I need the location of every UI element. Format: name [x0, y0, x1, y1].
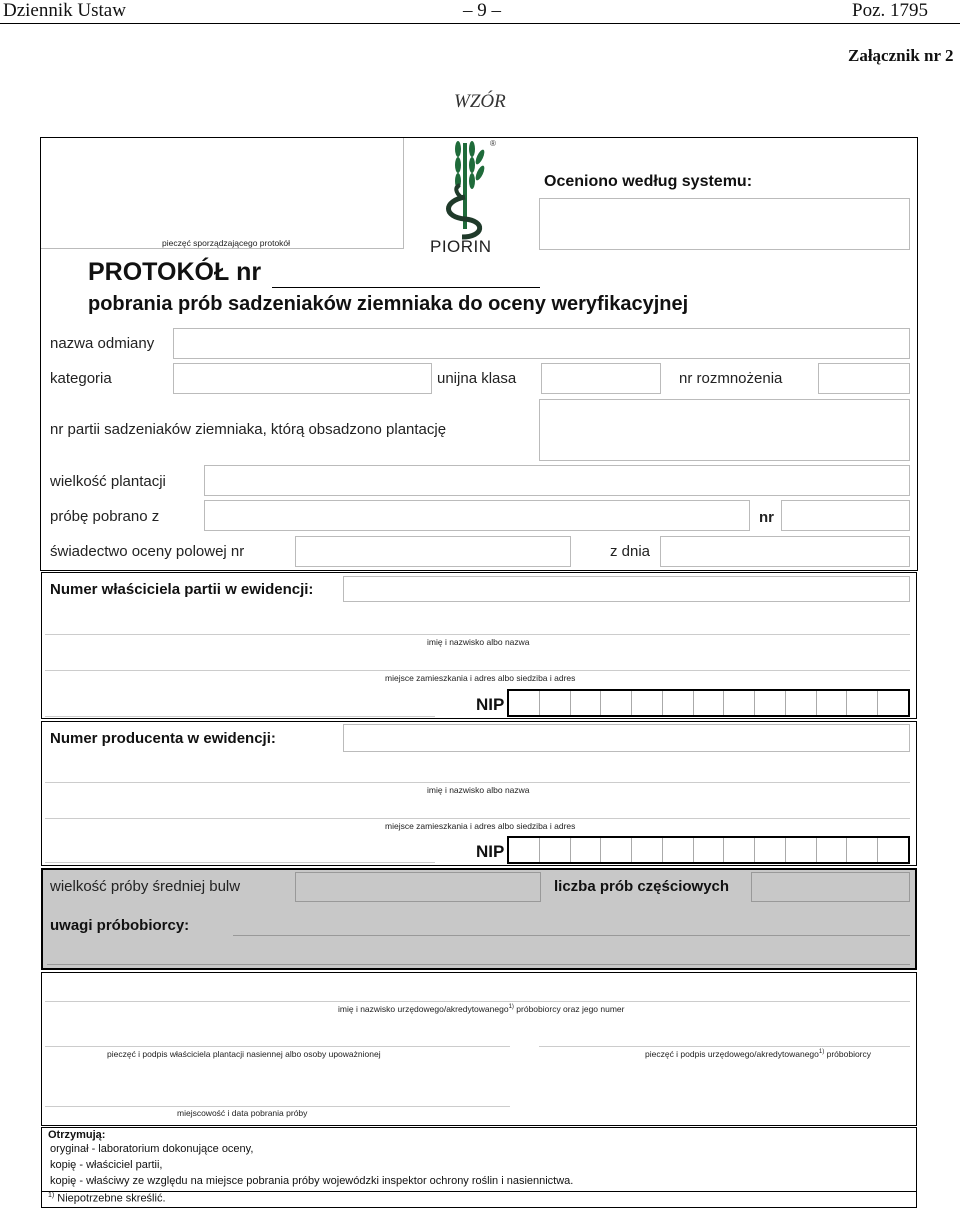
sample-nr-field[interactable]: [781, 500, 910, 531]
variety-field[interactable]: [173, 328, 910, 359]
sampler-sig-sup: 1): [818, 1049, 825, 1056]
logo-registered-mark: ®: [490, 139, 496, 148]
recipients-title: Otrzymują:: [48, 1129, 106, 1141]
owner-address-line[interactable]: [45, 670, 910, 671]
sample-nr-label: nr: [759, 509, 774, 526]
journal-title: Dziennik Ustaw: [3, 0, 126, 21]
attachment-label: Załącznik nr 2: [848, 46, 954, 65]
evaluated-system-field[interactable]: [539, 198, 910, 250]
producer-extra-line: [45, 862, 435, 863]
sampler-sig-text: pieczęć i podpis urzędowego/akredytowanego: [645, 1049, 819, 1059]
sampler-name-line[interactable]: [45, 1001, 910, 1002]
recipient-item: kopię - właściwy ze względu na miejsce pobrania próby wojewódzki inspektor ochrony roślin i nasiennictwa.: [50, 1175, 574, 1187]
stamp-area: [41, 138, 404, 249]
producer-address-line[interactable]: [45, 818, 910, 819]
protocol-title: PROTOKÓŁ nr: [88, 258, 262, 286]
stamp-caption: pieczęć sporządzającego protokół: [162, 238, 291, 248]
place-date-caption: miejscowość i data pobrania próby: [177, 1108, 308, 1118]
sampler-sig-text-2: próbobiorcy: [824, 1049, 872, 1059]
sample-from-field[interactable]: [204, 500, 750, 531]
producer-number-field[interactable]: [343, 724, 910, 752]
sample-count-label: liczba prób częściowych: [554, 878, 730, 895]
owner-address-caption: miejsce zamieszkania i adres albo siedziba i adres: [385, 673, 576, 683]
sample-from-label: próbę pobrano z: [50, 508, 160, 525]
producer-nip-label: NIP: [476, 842, 505, 861]
owner-title: Numer właściciela partii w ewidencji:: [50, 581, 314, 598]
template-label: WZÓR: [454, 91, 506, 112]
logo-text: PIORIN: [430, 237, 492, 256]
owner-nip-label: NIP: [476, 695, 505, 714]
owner-number-field[interactable]: [343, 576, 910, 602]
footnote-mark: 1): [48, 1192, 55, 1199]
date-field[interactable]: [660, 536, 910, 567]
sampler-signature-caption: [645, 1049, 871, 1059]
variety-label: nazwa odmiany: [50, 335, 155, 352]
producer-name-caption: imię i nazwisko albo nazwa: [427, 785, 530, 795]
sampler-caption-sup: 1): [508, 1004, 514, 1011]
remarks-label: uwagi próbobiorcy:: [50, 917, 190, 934]
sample-size-field[interactable]: [295, 872, 541, 902]
date-label: z dnia: [610, 543, 651, 560]
owner-signature-caption: pieczęć i podpis właściciela plantacji nasiennej albo osoby upoważnionej: [107, 1049, 381, 1059]
recipient-item: kopię - właściciel partii,: [50, 1159, 163, 1171]
evaluated-system-label: Oceniono według systemu:: [544, 173, 753, 190]
sampler-caption-text-2: próbobiorcy oraz jego numer: [513, 1004, 625, 1014]
batch-no-field[interactable]: [539, 399, 910, 461]
page-number: – 9 –: [463, 0, 501, 21]
certificate-field[interactable]: [295, 536, 571, 567]
producer-nip-field[interactable]: [507, 836, 910, 864]
sample-count-field[interactable]: [751, 872, 910, 902]
plantation-size-field[interactable]: [204, 465, 910, 496]
owner-extra-line: [45, 716, 435, 717]
footnote-frame: [41, 1191, 917, 1208]
owner-signature-line[interactable]: [45, 1046, 510, 1047]
header-rule: [0, 23, 960, 24]
sampler-signature-line[interactable]: [539, 1046, 910, 1047]
producer-name-line[interactable]: [45, 782, 910, 783]
position-number: Poz. 1795: [852, 0, 928, 21]
protocol-number-line[interactable]: [272, 287, 540, 288]
recipient-item: oryginał - laboratorium dokonujące oceny,: [50, 1143, 254, 1155]
certificate-label: świadectwo oceny polowej nr: [50, 543, 245, 560]
owner-name-line[interactable]: [45, 634, 910, 635]
propagation-label: nr rozmnożenia: [679, 370, 783, 387]
union-class-label: unijna klasa: [437, 370, 517, 387]
sampler-caption-text: imię i nazwisko urzędowego/akredytowanego: [338, 1004, 509, 1014]
propagation-field[interactable]: [818, 363, 910, 394]
producer-title: Numer producenta w ewidencji:: [50, 730, 276, 747]
producer-address-caption: miejsce zamieszkania i adres albo siedziba i adres: [385, 821, 576, 831]
category-field[interactable]: [173, 363, 432, 394]
batch-no-label: nr partii sadzeniaków ziemniaka, którą obsadzono plantację: [50, 421, 447, 438]
sampler-name-caption: [338, 1004, 624, 1014]
owner-nip-field[interactable]: [507, 689, 910, 717]
remarks-line-1[interactable]: [233, 935, 910, 936]
category-label: kategoria: [50, 370, 112, 387]
plantation-size-label: wielkość plantacji: [50, 473, 166, 490]
remarks-line-2[interactable]: [47, 964, 910, 965]
owner-name-caption: imię i nazwisko albo nazwa: [427, 637, 530, 647]
place-date-line[interactable]: [45, 1106, 510, 1107]
footnote: [48, 1192, 166, 1205]
protocol-subtitle: pobrania prób sadzeniaków ziemniaka do oceny weryfikacyjnej: [88, 293, 689, 315]
footnote-text: Niepotrzebne skreślić.: [54, 1192, 166, 1205]
union-class-field[interactable]: [541, 363, 661, 394]
sample-size-label: wielkość próby średniej bulw: [50, 878, 241, 895]
